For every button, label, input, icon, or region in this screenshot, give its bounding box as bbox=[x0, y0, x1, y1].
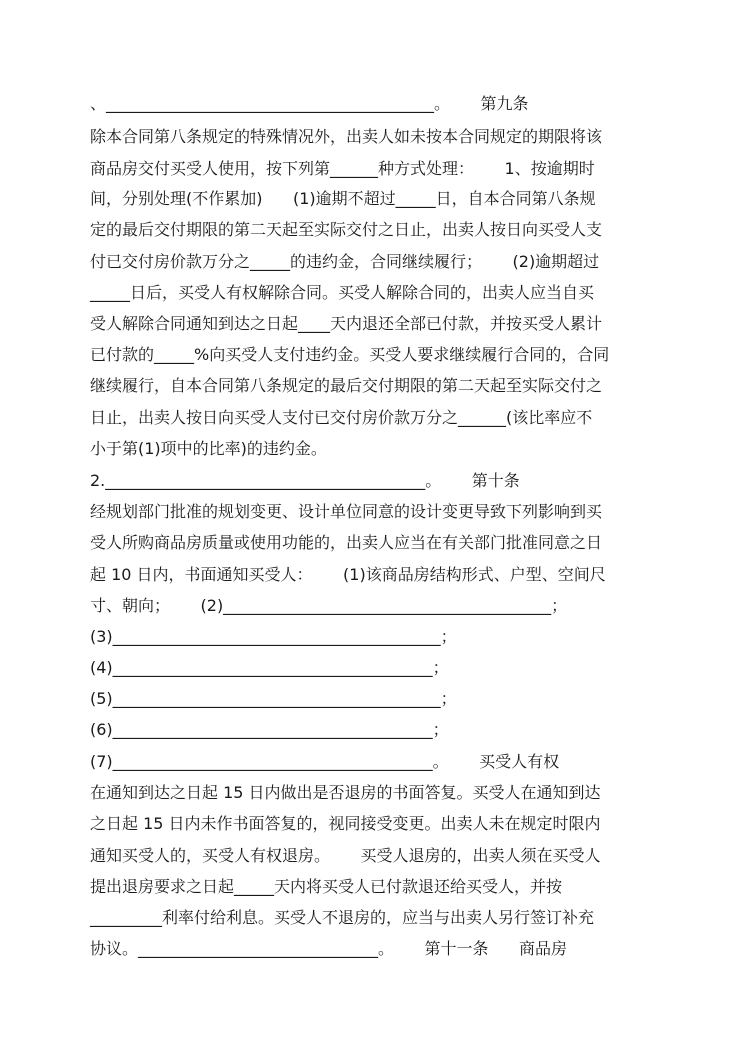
text-line: (4)________________________________________； bbox=[90, 658, 449, 677]
text-line: 受人解除合同通知到达之日起____天内退还全部已付款，并按买受人累计 bbox=[90, 314, 603, 333]
text-line: 协议。______________________________。 第十一条 商品房 bbox=[90, 939, 568, 958]
text-line: (7)________________________________________。 买受人有权 bbox=[90, 752, 560, 771]
text-line: 寸、朝向； (2)_________________________________________； bbox=[90, 596, 568, 615]
text-line: (3)_________________________________________； bbox=[90, 627, 457, 646]
text-line: 经规划部门批准的规划变更、设计单位同意的设计变更导致下列影响到买 bbox=[90, 502, 603, 521]
text-line: 继续履行，自本合同第八条规定的最后交付期限的第二天起至实际交付之 bbox=[90, 376, 603, 395]
text-line: 小于第(1)项中的比率)的违约金。 bbox=[90, 439, 327, 458]
text-line: 已付款的_____%向买受人支付违约金。买受人要求继续履行合同的，合同 bbox=[90, 345, 610, 364]
text-line: 定的最后交付期限的第二天起至实际交付之日止，出卖人按日向买受人支 bbox=[90, 220, 603, 239]
text-line: 2.________________________________________。 第十条 bbox=[90, 471, 520, 490]
text-line: 提出退房要求之日起_____天内将买受人已付款退还给买受人，并按 bbox=[90, 877, 563, 896]
text-line: 受人所购商品房质量或使用功能的，出卖人应当在有关部门批准同意之日 bbox=[90, 533, 603, 552]
text-line: 、_________________________________________。 第九条 bbox=[90, 94, 529, 113]
text-line: 通知买受人的，买受人有权退房。 买受人退房的，出卖人须在买受人 bbox=[90, 846, 601, 865]
text-line: 间，分别处理(不作累加) (1)逾期不超过_____日，自本合同第八条规 bbox=[90, 189, 596, 208]
text-line: 起 10 日内，书面通知买受人： (1)该商品房结构形式、户型、空间尺 bbox=[90, 565, 606, 584]
text-line: 除本合同第八条规定的特殊情况外，出卖人如未按本合同规定的期限将该 bbox=[90, 127, 603, 146]
text-line: 付已交付房价款万分之_____的违约金，合同继续履行； (2)逾期超过 bbox=[90, 252, 600, 271]
text-line: _________利率付给利息。买受人不退房的，应当与出卖人另行签订补充 bbox=[90, 908, 595, 927]
text-line: 之日起 15 日内未作书面答复的，视同接受变更。出卖人未在规定时限内 bbox=[90, 814, 601, 833]
text-line: (6)________________________________________； bbox=[90, 720, 449, 739]
text-line: _____日后，买受人有权解除合同。买受人解除合同的，出卖人应当自买 bbox=[90, 283, 595, 302]
text-line: (5)_________________________________________； bbox=[90, 689, 457, 708]
text-line: 在通知到达之日起 15 日内做出是否退房的书面答复。买受人在通知到达 bbox=[90, 783, 601, 802]
text-line: 日止，出卖人按日向买受人支付已交付房价款万分之______(该比率应不 bbox=[90, 408, 593, 427]
text-line: 商品房交付买受人使用，按下列第______种方式处理： 1、按逾期时 bbox=[90, 159, 595, 178]
